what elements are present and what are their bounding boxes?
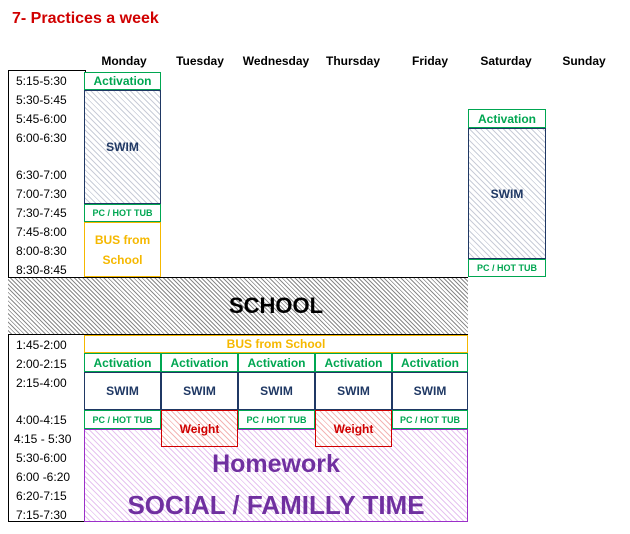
tuesday-activation: Activation xyxy=(161,353,238,372)
wednesday-swim: SWIM xyxy=(238,372,315,410)
time-label: 5:30-5:45 xyxy=(16,93,67,107)
day-header-friday: Friday xyxy=(411,54,448,68)
time-label: 7:30-7:45 xyxy=(16,206,67,220)
saturday-pc-hot-tub: PC / HOT TUB xyxy=(468,259,546,277)
tuesday-swim: SWIM xyxy=(161,372,238,410)
time-label: 1:45-2:00 xyxy=(16,338,67,352)
time-label: 5:15-5:30 xyxy=(16,74,67,88)
day-header-saturday: Saturday xyxy=(480,54,532,68)
monday-bus-from-school: BUS from School xyxy=(84,222,161,277)
time-label: 5:45-6:00 xyxy=(16,112,67,126)
time-label: 5:30-6:00 xyxy=(16,451,67,465)
time-label: 2:15-4:00 xyxy=(16,376,67,390)
time-label: 6:00-6:30 xyxy=(16,131,67,145)
thursday-weight: Weight xyxy=(315,410,392,447)
time-label: 6:20-7:15 xyxy=(16,489,67,503)
monday-morning-swim: SWIM xyxy=(84,90,161,204)
monday-swim: SWIM xyxy=(84,372,161,410)
bus-from-school-row: BUS from School xyxy=(84,335,468,353)
school-label: SCHOOL xyxy=(228,293,324,318)
page-title: 7- Practices a week xyxy=(12,10,159,27)
time-label: 7:00-7:30 xyxy=(16,187,67,201)
time-label: 6:30-7:00 xyxy=(16,168,67,182)
time-label: 7:45-8:00 xyxy=(16,225,67,239)
thursday-swim: SWIM xyxy=(315,372,392,410)
saturday-activation: Activation xyxy=(468,109,546,128)
time-label: 2:00-2:15 xyxy=(16,357,67,371)
monday-pc-hot-tub: PC / HOT TUB xyxy=(84,410,161,429)
homework-label: Homework xyxy=(212,450,340,478)
wednesday-activation: Activation xyxy=(238,353,315,372)
monday-morning-activation: Activation xyxy=(84,72,161,90)
day-header-sunday: Sunday xyxy=(562,54,606,68)
time-label: 4:15 - 5:30 xyxy=(14,432,72,446)
day-header-wednesday: Wednesday xyxy=(242,54,310,68)
time-label: 8:30-8:45 xyxy=(16,263,67,277)
friday-swim: SWIM xyxy=(392,372,468,410)
tuesday-weight: Weight xyxy=(161,410,238,447)
time-label: 8:00-8:30 xyxy=(16,244,67,258)
saturday-swim: SWIM xyxy=(468,128,546,259)
time-label: 6:00 -6:20 xyxy=(16,470,71,484)
wednesday-pc-hot-tub: PC / HOT TUB xyxy=(238,410,315,429)
friday-activation: Activation xyxy=(392,353,468,372)
day-header-thursday: Thursday xyxy=(325,54,380,68)
time-label: 7:15-7:30 xyxy=(16,508,67,522)
monday-morning-pc-hot-tub: PC / HOT TUB xyxy=(84,204,161,222)
day-header-tuesday: Tuesday xyxy=(176,54,224,68)
monday-activation: Activation xyxy=(84,353,161,372)
thursday-activation: Activation xyxy=(315,353,392,372)
social-time-label: SOCIAL / FAMILLY TIME xyxy=(127,490,425,520)
friday-pc-hot-tub: PC / HOT TUB xyxy=(392,410,468,429)
day-header-monday: Monday xyxy=(101,54,147,68)
time-label: 4:00-4:15 xyxy=(16,413,67,427)
